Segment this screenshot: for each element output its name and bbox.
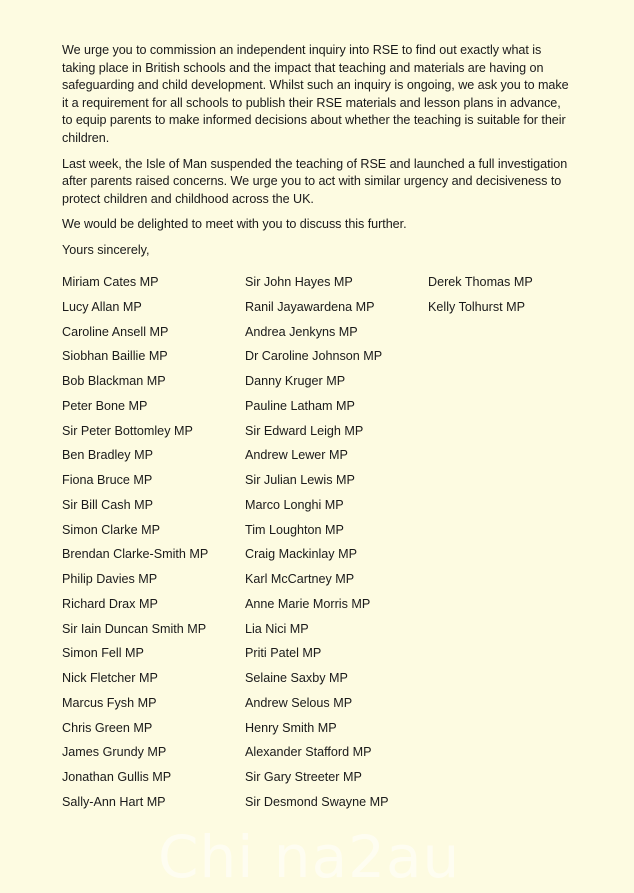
signatory-name: Tim Loughton MP	[245, 522, 344, 537]
letter-body	[62, 42, 572, 260]
signatory-name: Dr Caroline Johnson MP	[245, 349, 383, 364]
signatory-name: Ranil Jayawardena MP	[245, 299, 375, 314]
signatory-name: Sir Iain Duncan Smith MP	[62, 621, 207, 636]
signatory-name: Miriam Cates MP	[62, 275, 159, 289]
signatory-name: Sally-Ann Hart MP	[62, 794, 166, 809]
signatory-name: Marco Longhi MP	[245, 497, 344, 512]
signatory-name: Caroline Ansell MP	[62, 324, 169, 339]
signatory-name: Ben Bradley MP	[62, 448, 153, 463]
paragraph-isle-of-man: Last week, the Isle of Man suspended the teaching of RSE and launched a full investigation after parents raised concerns. We urge you to act with similar urgency and decisiveness to protect children and childhood across the UK.	[62, 156, 568, 206]
signatories-column-2	[245, 274, 427, 819]
signatory-name: Bob Blackman MP	[62, 374, 166, 388]
signatory-name: Simon Clarke MP	[62, 522, 160, 537]
signatory-name: Sir Peter Bottomley MP	[62, 423, 193, 438]
signatory-name: Marcus Fysh MP	[62, 695, 157, 710]
signatory-name: Andrew Selous MP	[245, 695, 353, 710]
signatory-name: Brendan Clarke-Smith MP	[62, 547, 209, 562]
signatory-name: Craig Mackinlay MP	[245, 547, 357, 562]
signatory-name: Sir Gary Streeter MP	[245, 770, 362, 784]
sign-off: Yours sincerely,	[62, 242, 150, 257]
signatory-name: Sir Edward Leigh MP	[245, 423, 364, 438]
signatories-list	[62, 274, 582, 834]
signatory-name: Andrea Jenkyns MP	[245, 324, 358, 339]
signatory-name: James Grundy MP	[62, 745, 167, 760]
signatory-name: Alexander Stafford MP	[245, 745, 372, 760]
signatory-name: Andrew Lewer MP	[245, 448, 348, 463]
signatory-name: Siobhan Baillie MP	[62, 349, 168, 364]
signatory-name: Sir John Hayes MP	[245, 275, 353, 289]
signatory-name: Karl McCartney MP	[245, 572, 355, 586]
signatory-name: Chris Green MP	[62, 720, 153, 735]
watermark-logo: Chi na2au	[158, 823, 461, 891]
signatory-name: Pauline Latham MP	[245, 398, 355, 413]
signatory-name: Sir Desmond Swayne MP	[245, 794, 389, 809]
signatory-name: Sir Julian Lewis MP	[245, 473, 355, 487]
signatory-name: Kelly Tolhurst MP	[428, 299, 526, 314]
paragraph-meeting-offer: We would be delighted to meet with you to discuss this further.	[62, 217, 407, 232]
signatory-name: Danny Kruger MP	[245, 374, 346, 388]
signatory-name: Peter Bone MP	[62, 398, 148, 413]
signatory-name: Lia Nici MP	[245, 621, 309, 636]
signatory-name: Henry Smith MP	[245, 720, 337, 735]
signatories-column-3	[428, 274, 610, 324]
paragraph-inquiry-request: We urge you to commission an independent inquiry into RSE to find out exactly what is taking place in British schools and the impact that teaching and materials are having on safeguarding and child development. Whilst such an inquiry is ongoing, we ask you to make it a requirement for all schools to publish their RSE materials and lesson plans in advance, to equip parents to make informed decisions about whether the teaching is suitable for their children.	[62, 43, 569, 145]
signatory-name: Anne Marie Morris MP	[245, 596, 371, 611]
signatory-name: Simon Fell MP	[62, 646, 144, 661]
signatory-name: Nick Fletcher MP	[62, 671, 158, 685]
signatory-name: Lucy Allan MP	[62, 299, 142, 314]
signatory-name: Philip Davies MP	[62, 572, 158, 586]
signatory-name: Fiona Bruce MP	[62, 473, 153, 487]
signatory-name: Richard Drax MP	[62, 596, 158, 611]
signatory-name: Priti Patel MP	[245, 646, 322, 661]
signatory-name: Derek Thomas MP	[428, 275, 533, 289]
signatory-name: Selaine Saxby MP	[245, 671, 348, 685]
signatories-column-1	[62, 274, 244, 819]
signatory-name: Jonathan Gullis MP	[62, 770, 172, 784]
signatory-name: Sir Bill Cash MP	[62, 497, 153, 512]
